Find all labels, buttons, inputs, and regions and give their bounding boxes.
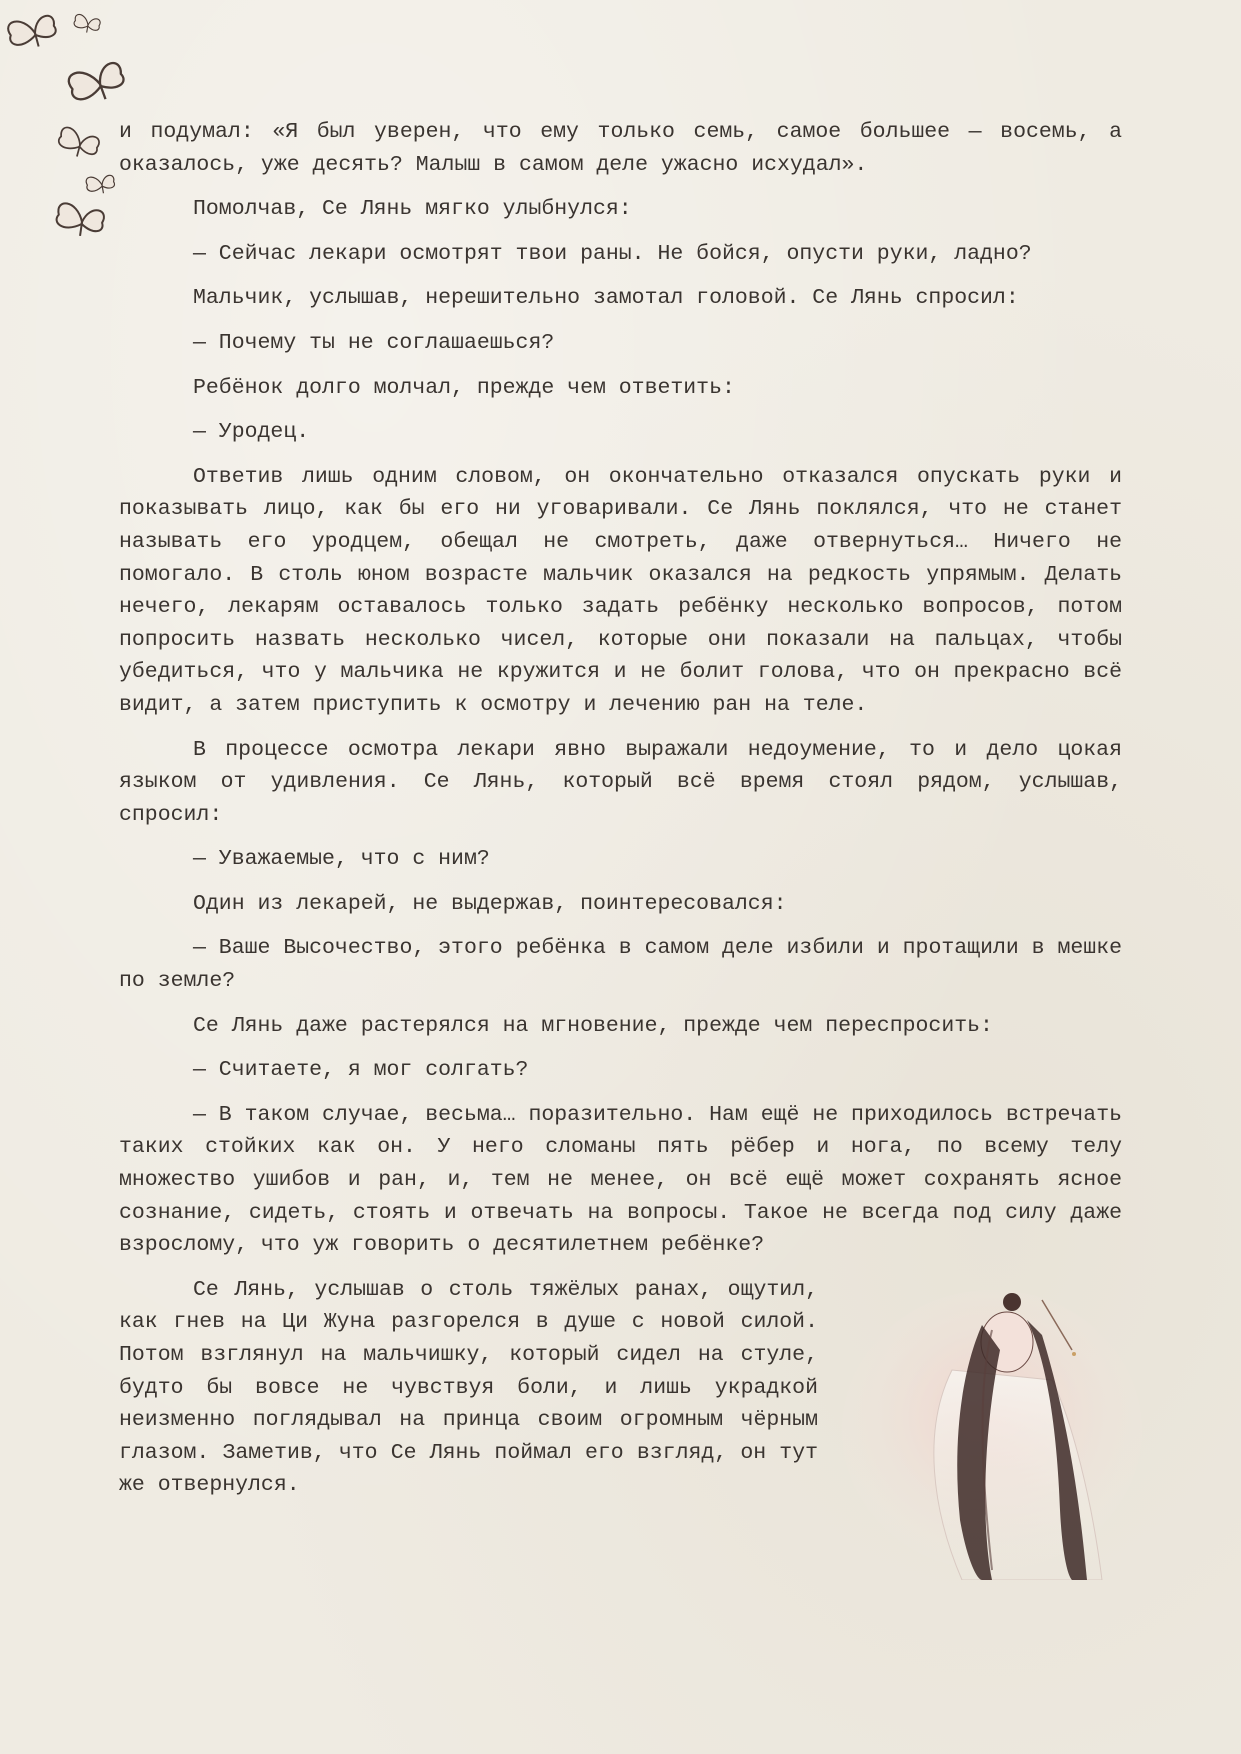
paragraph: Ответив лишь одним словом, он окончательно отказался опускать руки и показывать лицо, как бы его ни уговаривали. Се Лянь поклялся, что не станет называть его уродцем, обещал не смотреть, даже отвернуться… Ничего не помогало. В столь юном возрасте мальчик оказался на редкость упрямым. Делать нечего, лекарям оставалось только задать ребёнку несколько вопросов, потом попросить назвать несколько чисел, которые они показали на пальцах, чтобы убедиться, что у мальчика не кружится и не болит голова, что он прекрасно всё видит, а затем приступить к осмотру и лечению ран на теле. — [119, 464, 1122, 717]
butterfly-icon — [6, 12, 59, 53]
illustration-long-haired-figure — [842, 1280, 1162, 1580]
paragraph: Се Лянь даже растерялся на мгновение, прежде чем переспросить: — [193, 1013, 993, 1038]
body-text — [119, 116, 1122, 1580]
butterfly-icon — [55, 202, 105, 238]
paragraph: Один из лекарей, не выдержав, поинтересовался: — [193, 891, 787, 916]
paragraph: — Уродец. — [193, 420, 310, 445]
butterfly-icon — [73, 14, 101, 35]
butterfly-icon — [56, 126, 101, 161]
paragraph: Ребёнок долго молчал, прежде чем ответить: — [193, 375, 735, 400]
butterfly-icon — [85, 173, 116, 196]
paragraph: и подумал: «Я был уверен, что ему только семь, самое большее — восемь, а оказалось, уже десять? Малыш в самом деле ужасно исхудал». — [119, 120, 1122, 177]
butterfly-icon — [66, 58, 128, 109]
paragraph: — В таком случае, весьма… поразительно. Нам ещё не приходилось встречать таких стойких как он. У него сломаны пять рёбер и нога, по всему телу множество ушибов и ран, и, тем не менее, он всё ещё может сохранять ясное сознание, сидеть, стоять и отвечать на вопросы. Такое не всегда под силу даже взрослому, что уж говорить о десятилетнем ребёнке? — [119, 1102, 1122, 1258]
illustration — [842, 1280, 1162, 1580]
paragraph: — Считаете, я мог солгать? — [193, 1058, 529, 1083]
paragraph: Мальчик, услышав, нерешительно замотал головой. Се Лянь спросил: — [193, 286, 1019, 311]
paragraph: Помолчав, Се Лянь мягко улыбнулся: — [193, 197, 632, 222]
paragraph: В процессе осмотра лекари явно выражали недоумение, то и дело цокая языком от удивления. Се Лянь, который всё время стоял рядом, услышав, спросил: — [119, 737, 1122, 827]
paragraph: — Почему ты не соглашаешься? — [193, 330, 555, 355]
paragraph: — Ваше Высочество, этого ребёнка в самом деле избили и протащили в мешке по земле? — [119, 936, 1122, 994]
paragraph: — Уважаемые, что с ним? — [193, 847, 490, 872]
paragraph: Се Лянь, услышав о столь тяжёлых ранах, ощутил, как гнев на Ци Жуна разгорелся в душе с новой силой. Потом взглянул на мальчишку, который сидел на стуле, будто бы вовсе не чувствуя боли, и лишь украдкой неизменно поглядывал на принца своим огромным чёрным глазом. Заметив, что Се Лянь поймал его взгляд, он тут же отвернулся. — [119, 1277, 818, 1498]
paragraph: — Сейчас лекари осмотрят твои раны. Не бойся, опусти руки, ладно? — [193, 241, 1032, 266]
